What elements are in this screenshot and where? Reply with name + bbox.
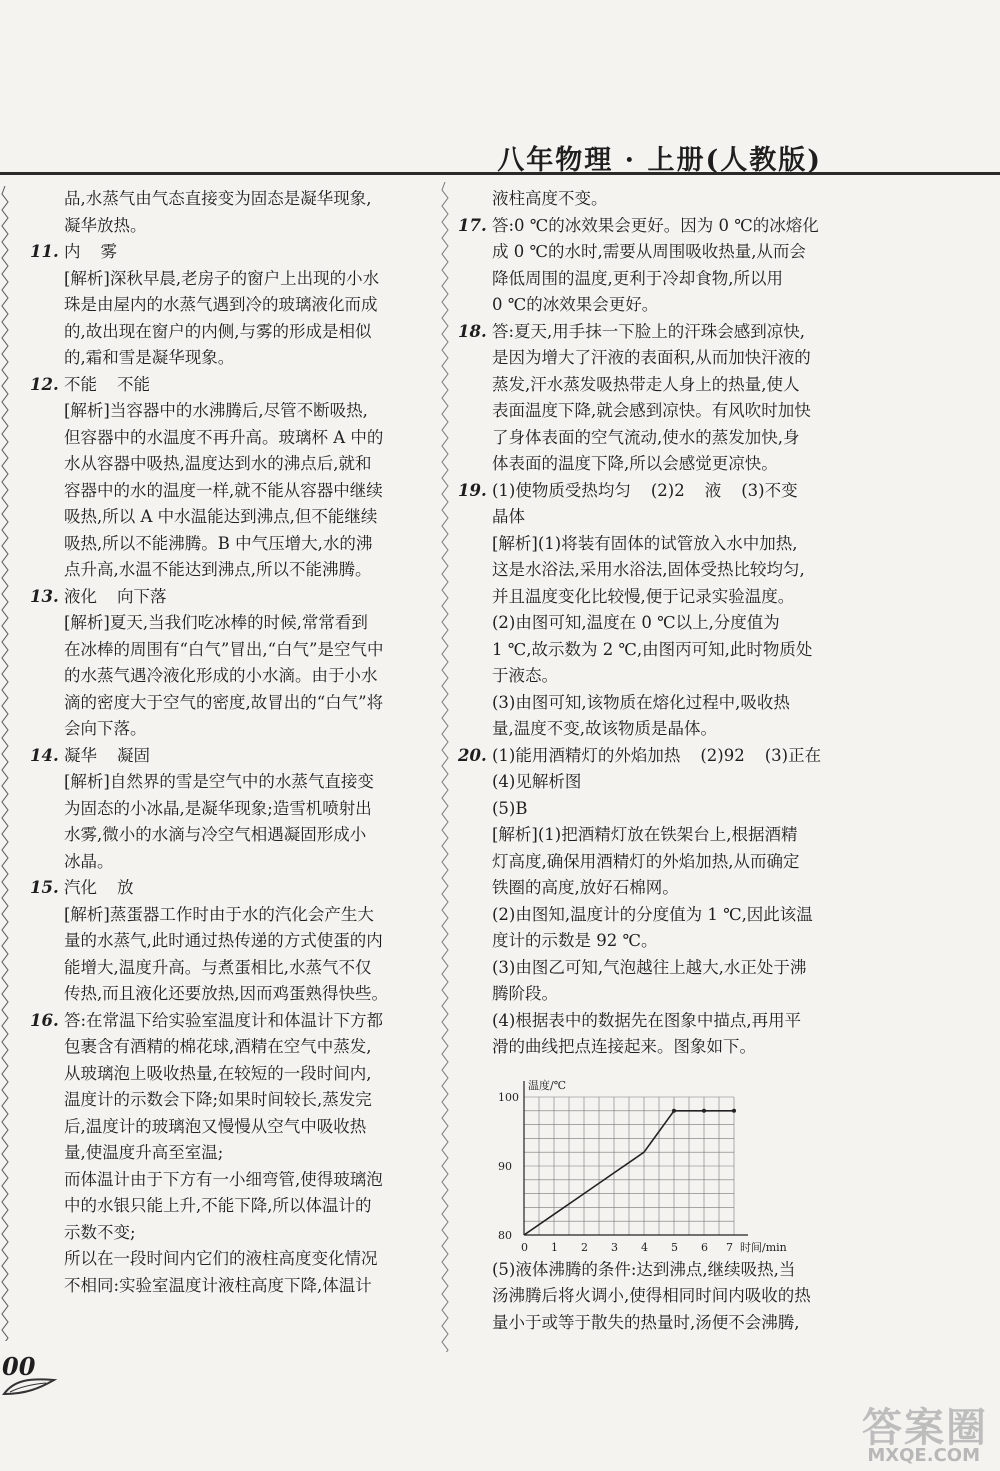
data-point	[732, 1108, 736, 1112]
explanation-line: 容器中的水的温度一样,就不能从容器中继续	[64, 480, 383, 500]
question-item	[458, 319, 833, 346]
question-item	[30, 1008, 428, 1035]
explanation-line: 吸热,所以不能沸腾。B 中气压增大,水的沸	[64, 533, 373, 553]
question-content	[492, 743, 833, 770]
question-item	[30, 372, 428, 399]
answer-text: 不能	[64, 374, 97, 394]
answer-line	[64, 239, 428, 266]
explanation-line: 点升高,水温不能达到沸点,所以不能沸腾。	[64, 560, 372, 579]
explanation-line: 表面温度下降,就会感到凉快。有风吹时加快	[492, 401, 811, 420]
watermark-logo: 答案圈	[862, 1405, 988, 1451]
answer-line	[492, 319, 833, 346]
question-content	[492, 478, 833, 505]
answer-text: 汽化	[64, 878, 97, 897]
answer-text: 凝固	[117, 745, 150, 765]
explanation-line: 滴的密度大于空气的密度,故冒出的“白气”将	[64, 692, 384, 712]
x-tick-label: 7	[726, 1240, 733, 1254]
explanation-line: [解析]蒸蛋器工作时由于水的汽化会产生大	[64, 904, 374, 924]
question-item	[458, 743, 833, 770]
answer-text: 答:0 ℃的冰效果会更好。因为 0 ℃的冰熔化	[492, 215, 819, 235]
explanation-line: [解析]深秋早晨,老房子的窗户上出现的小水	[64, 268, 380, 288]
explanation-line: 的,故出现在窗户的内侧,与雾的形成是相似	[64, 321, 372, 341]
watermark-url: MXQE.COM	[867, 1445, 980, 1466]
explanation-line: 量的水蒸气,此时通过热传递的方式使蛋的内	[64, 931, 383, 950]
explanation-line: 为固态的小冰晶,是凝华现象;造雪机喷射出	[64, 798, 372, 818]
question-content	[64, 372, 428, 399]
explanation-line: 蒸发,汗水蒸发吸热带走人身上的热量,使人	[492, 374, 800, 394]
answer-text: 答:在常温下给实验室温度计和体温计下方都	[64, 1010, 384, 1030]
explanation-line: 1 ℃,故示数为 2 ℃,由图丙可知,此时物质处	[492, 639, 813, 659]
explanation-line: 而体温计由于下方有一小细弯管,使得玻璃泡	[64, 1169, 383, 1189]
explanation-line: 于液态。	[492, 666, 558, 685]
answer-line	[64, 584, 428, 611]
question-item	[458, 213, 833, 240]
explanation-line: [解析]当容器中的水沸腾后,尽管不断吸热,	[64, 401, 368, 420]
x-tick-label: 1	[551, 1240, 558, 1254]
explanation-line: 包裹含有酒精的棉花球,酒精在空气中蒸发,	[64, 1037, 372, 1056]
question-number: 17.	[458, 215, 487, 235]
explanation-line: 0 ℃的冰效果会更好。	[492, 295, 659, 314]
question-content	[64, 875, 428, 902]
lead-line: 凝华放热。	[64, 215, 147, 235]
answer-text: (3)正在	[764, 745, 822, 765]
question-content	[64, 1008, 428, 1035]
question-item	[30, 239, 428, 266]
temperature-time-chart	[492, 1069, 792, 1257]
explanation-line: (5)液体沸腾的条件:达到沸点,继续吸热,当	[492, 1259, 796, 1279]
question-content	[64, 584, 428, 611]
explanation-line: 灯高度,确保用酒精灯的外焰加热,从而确定	[492, 851, 800, 871]
explanation-line: 量,使温度升高至室温;	[64, 1143, 224, 1162]
question-number: 13.	[30, 586, 59, 606]
explanation-line: 水从容器中吸热,温度达到水的沸点后,就和	[64, 454, 372, 473]
question-number: 20.	[458, 745, 487, 765]
explanation-line: 中的水银只能上升,不能下降,所以体温计的	[64, 1196, 372, 1215]
answer-text: 向下落	[117, 586, 167, 606]
explanation-line: 不相同:实验室温度计液柱高度下降,体温计	[64, 1275, 372, 1295]
answer-line	[492, 743, 833, 770]
explanation-line: 量小于或等于散失的热量时,汤便不会沸腾,	[492, 1312, 800, 1332]
explanation-line: 腾阶段。	[492, 984, 558, 1003]
answer-text: 液化	[64, 586, 97, 606]
explanation-line: 了身体表面的空气流动,使水的蒸发加快,身	[492, 427, 800, 447]
answer-line	[64, 743, 428, 770]
x-tick-label: 2	[581, 1240, 588, 1254]
x-tick-label: 6	[701, 1240, 708, 1254]
explanation-line: 从玻璃泡上吸收热量,在较短的一段时间内,	[64, 1063, 372, 1083]
answer-text: 液	[704, 480, 722, 500]
question-item	[30, 584, 428, 611]
answer-text: 凝华	[64, 745, 97, 765]
explanation-line: (2)由图可知,温度在 0 ℃以上,分度值为	[492, 613, 780, 632]
explanation-line: 珠是由屋内的水蒸气遇到冷的玻璃液化而成	[64, 295, 378, 314]
page-number: 00	[2, 1352, 36, 1381]
explanation-line: 度计的示数是 92 ℃。	[492, 931, 658, 950]
explanation-line: [解析](1)把酒精灯放在铁架台上,根据酒精	[492, 825, 798, 844]
question-item	[458, 478, 833, 505]
question-number: 12.	[30, 374, 59, 394]
explanation-line: 但容器中的水温度不再升高。玻璃杯 A 中的	[64, 427, 384, 447]
answer-line	[492, 478, 833, 505]
answer-text: 雾	[100, 242, 117, 261]
answer-line	[64, 372, 428, 399]
chart-svg	[492, 1069, 792, 1257]
answer-text: (3)不变	[741, 480, 798, 500]
question-item	[30, 743, 428, 770]
right-column	[458, 186, 833, 1336]
x-axis-label: 时间/min	[740, 1240, 787, 1254]
explanation-line: 的,霜和雪是凝华现象。	[64, 348, 235, 367]
explanation-line: [解析](1)将装有固体的试管放入水中加热,	[492, 533, 798, 553]
explanation-line: (3)由图乙可知,气泡越往上越大,水正处于沸	[492, 957, 807, 977]
question-number: 18.	[458, 321, 487, 341]
question-content	[492, 213, 833, 240]
page-title: 八年物理 · 上册(人教版)	[497, 145, 822, 176]
data-point	[672, 1108, 676, 1112]
answer-line	[492, 213, 833, 240]
explanation-line: (5)B	[492, 798, 528, 818]
leaf-decoration-icon	[0, 1350, 60, 1400]
lead-line: 液柱高度不变。	[492, 189, 608, 208]
explanation-line: 冰晶。	[64, 851, 114, 871]
explanation-line: (3)由图可知,该物质在熔化过程中,吸收热	[492, 692, 790, 712]
answer-text: 不能	[117, 374, 150, 394]
explanation-line: 量,温度不变,故该物质是晶体。	[492, 719, 717, 738]
question-number: 15.	[30, 878, 59, 897]
explanation-line: 这是水浴法,采用水浴法,固体受热比较均匀,	[492, 560, 805, 579]
explanation-line: 汤沸腾后将火调小,使得相同时间内吸收的热	[492, 1286, 811, 1305]
question-content	[64, 239, 428, 266]
explanation-line: 铁圈的高度,放好石棉网。	[492, 878, 679, 897]
answer-text: (1)能用酒精灯的外焰加热	[492, 745, 681, 765]
question-number: 19.	[458, 480, 487, 500]
explanation-line: 在冰棒的周围有“白气”冒出,“白气”是空气中	[64, 639, 384, 659]
x-tick-label: 3	[611, 1240, 618, 1254]
explanation-line: [解析]夏天,当我们吃冰棒的时候,常常看到	[64, 613, 368, 632]
question-content	[64, 743, 428, 770]
column-divider	[438, 182, 452, 1352]
answer-text: (1)使物质受热均匀	[492, 480, 631, 500]
question-content	[492, 319, 833, 346]
answer-text: (2)2	[650, 480, 685, 500]
question-number: 11.	[30, 242, 59, 261]
answer-text: 内	[64, 242, 81, 261]
lead-line: 品,水蒸气由气态直接变为固态是凝华现象,	[64, 189, 372, 208]
explanation-line: 传热,而且液化还要放热,因而鸡蛋熟得快些。	[64, 984, 388, 1003]
explanation-line: (2)由图知,温度计的分度值为 1 ℃,因此该温	[492, 904, 813, 924]
x-tick-label: 4	[641, 1240, 648, 1254]
explanation-line: (4)见解析图	[492, 772, 582, 791]
explanation-line: (4)根据表中的数据先在图象中描点,再用平	[492, 1010, 802, 1030]
explanation-line: 吸热,所以 A 中水温能达到沸点,但不能继续	[64, 507, 378, 526]
explanation-line: 示数不变;	[64, 1222, 136, 1242]
question-number: 14.	[30, 745, 59, 765]
explanation-line: 滑的曲线把点连接起来。图象如下。	[492, 1037, 756, 1056]
explanation-line: 是因为增大了汗液的表面积,从而加快汗液的	[492, 348, 811, 367]
explanation-line: 的水蒸气遇冷液化形成的小水滴。由于小水	[64, 666, 378, 685]
question-item	[30, 875, 428, 902]
y-tick-label: 90	[498, 1159, 512, 1173]
x-tick-label: 0	[521, 1240, 528, 1254]
explanation-line: 会向下落。	[64, 719, 147, 738]
explanation-line: 所以在一段时间内它们的液柱高度变化情况	[64, 1249, 378, 1268]
left-column	[30, 186, 428, 1299]
zigzag-border-decoration	[0, 186, 10, 1341]
explanation-line: 温度计的示数会下降;如果时间较长,蒸发完	[64, 1090, 372, 1109]
explanation-line: 体表面的温度下降,所以会感觉更凉快。	[492, 454, 778, 473]
y-tick-label: 80	[498, 1228, 512, 1242]
answer-line	[64, 1008, 428, 1035]
answer-text: 答:夏天,用手抹一下脸上的汗珠会感到凉快,	[492, 321, 806, 341]
explanation-line: 晶体	[492, 507, 525, 526]
explanation-line: 水雾,微小的水滴与冷空气相遇凝固形成小	[64, 825, 367, 844]
answer-line	[64, 875, 428, 902]
answer-text: 放	[117, 878, 134, 897]
explanation-line: 并且温度变化比较慢,便于记录实验温度。	[492, 586, 795, 606]
x-tick-label: 5	[671, 1240, 678, 1254]
y-tick-label: 100	[498, 1090, 519, 1104]
question-number: 16.	[30, 1010, 59, 1030]
data-point	[702, 1108, 706, 1112]
y-axis-label: 温度/℃	[528, 1078, 567, 1092]
explanation-line: 成 0 ℃的水时,需要从周围吸收热量,从而会	[492, 242, 806, 261]
explanation-line: 能增大,温度升高。与煮蛋相比,水蒸气不仅	[64, 957, 372, 977]
explanation-line: [解析]自然界的雪是空气中的水蒸气直接变	[64, 772, 374, 791]
answer-text: (2)92	[700, 745, 745, 765]
explanation-line: 降低周围的温度,更利于冷却食物,所以用	[492, 268, 783, 288]
explanation-line: 后,温度计的玻璃泡又慢慢从空气中吸收热	[64, 1116, 367, 1136]
header-rule	[0, 172, 1000, 175]
